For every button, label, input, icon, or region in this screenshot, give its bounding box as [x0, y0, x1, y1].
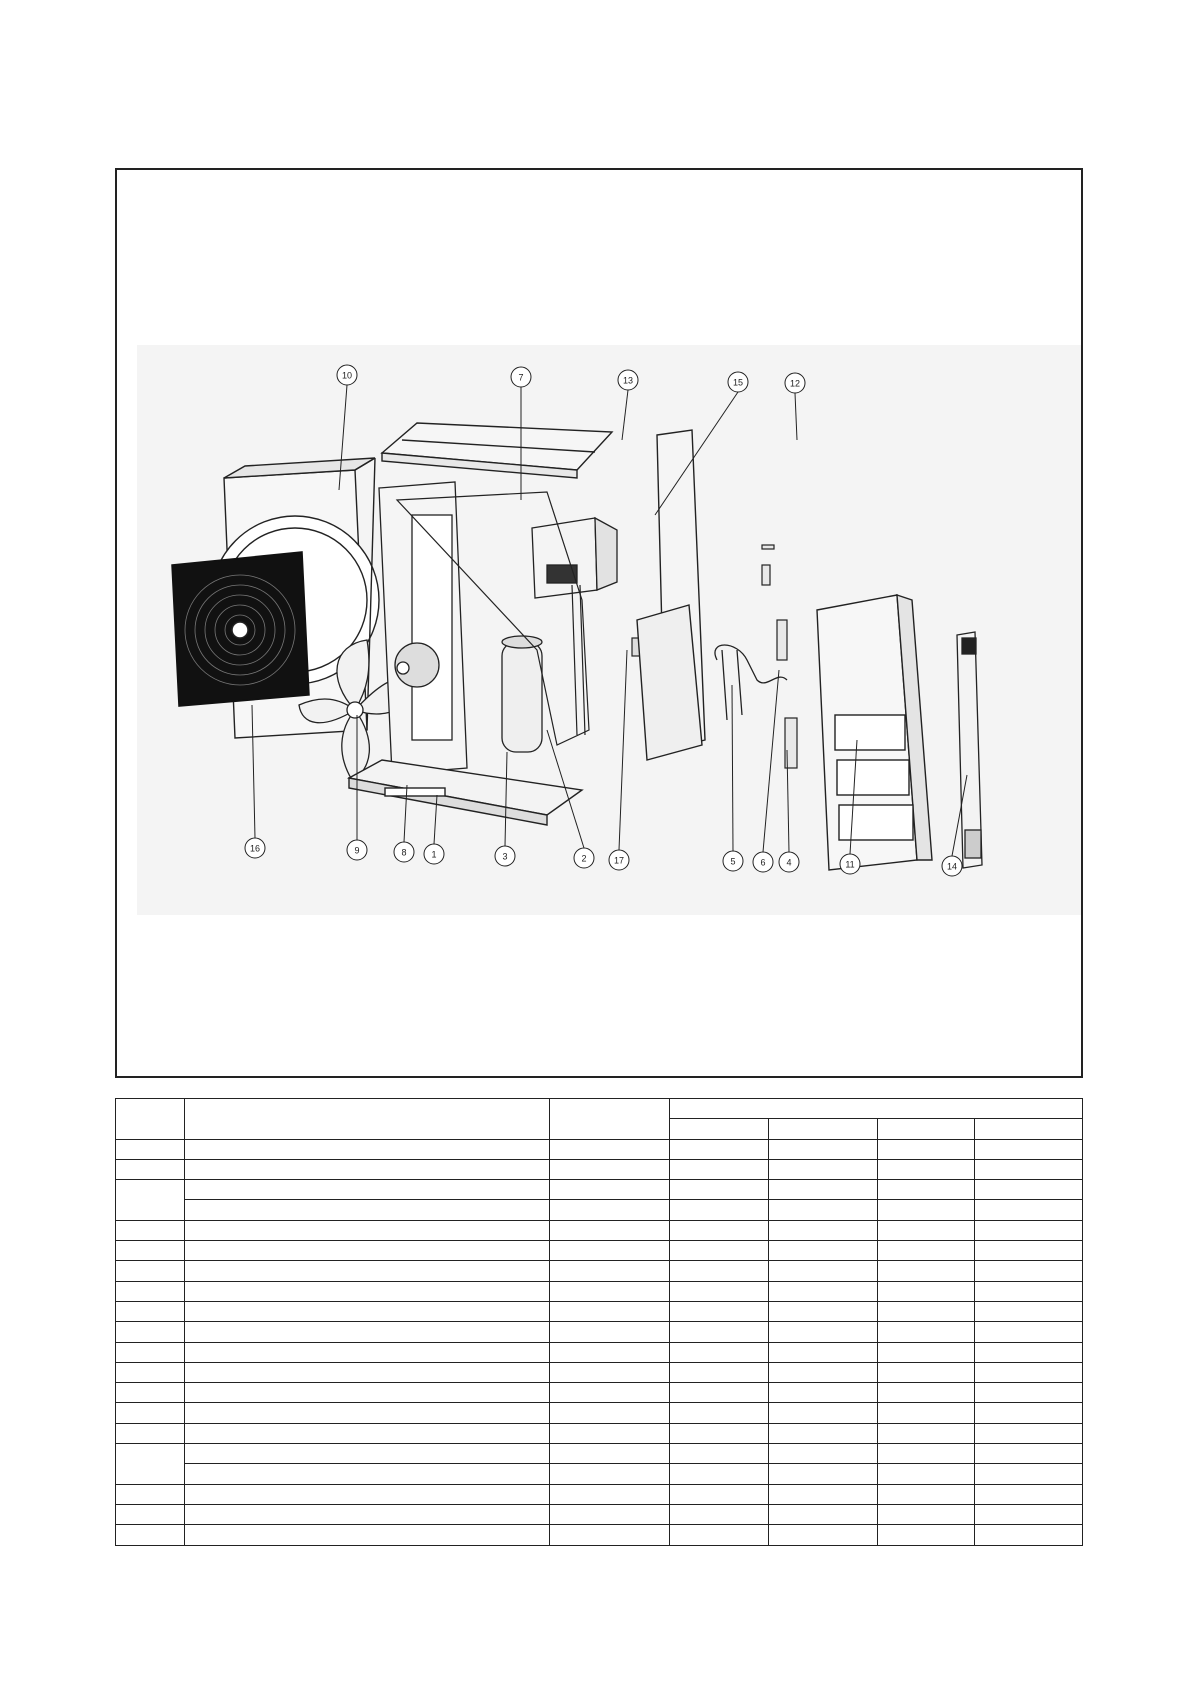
header-model-2 [768, 1119, 877, 1139]
table-cell [768, 1484, 877, 1504]
table-cell [768, 1159, 877, 1179]
table-cell [669, 1322, 768, 1342]
table-cell [669, 1220, 768, 1240]
table-cell [768, 1525, 877, 1545]
table-cell-no [116, 1281, 185, 1301]
table-row [116, 1261, 1083, 1281]
table-row [116, 1362, 1083, 1382]
table-cell [549, 1139, 669, 1159]
table-cell [877, 1322, 974, 1342]
table-cell-no [116, 1444, 185, 1485]
table-row [116, 1423, 1083, 1443]
table-cell [768, 1403, 877, 1423]
table-cell [974, 1484, 1082, 1504]
table-cell [185, 1200, 549, 1220]
table-row [116, 1139, 1083, 1159]
part-16-grille [172, 552, 309, 706]
table-cell [185, 1444, 549, 1464]
table-cell [974, 1423, 1082, 1443]
table-cell [185, 1180, 549, 1200]
table-row [116, 1484, 1083, 1504]
table-cell [877, 1200, 974, 1220]
header-model-4 [974, 1119, 1082, 1139]
table-cell [185, 1525, 549, 1545]
table-cell-no [116, 1261, 185, 1281]
table-cell [974, 1403, 1082, 1423]
table-row [116, 1342, 1083, 1362]
table-cell [549, 1525, 669, 1545]
table-cell-no [116, 1220, 185, 1240]
part-11-front-panel [817, 595, 932, 870]
table-cell [185, 1423, 549, 1443]
table-cell [185, 1484, 549, 1504]
table-cell-no [116, 1301, 185, 1321]
table-cell [768, 1241, 877, 1261]
header-model-3 [877, 1119, 974, 1139]
table-cell-no [116, 1504, 185, 1524]
table-cell [185, 1322, 549, 1342]
table-cell [974, 1504, 1082, 1524]
table-cell [974, 1322, 1082, 1342]
table-row [116, 1383, 1083, 1403]
table-cell [768, 1464, 877, 1484]
callout-label-3: 3 [502, 851, 508, 862]
exploded-view-frame [115, 168, 1083, 1078]
table-cell [768, 1281, 877, 1301]
table-cell [669, 1403, 768, 1423]
table-cell [974, 1241, 1082, 1261]
part-15-electric-box [532, 518, 617, 598]
callout-label-8: 8 [401, 847, 407, 858]
table-cell [768, 1200, 877, 1220]
table-cell [549, 1220, 669, 1240]
callout-label-7: 7 [518, 372, 524, 383]
table-row [116, 1241, 1083, 1261]
header-model-1 [669, 1119, 768, 1139]
header-no [116, 1099, 185, 1140]
callout-label-6: 6 [760, 857, 766, 868]
table-cell-no [116, 1525, 185, 1545]
table-cell [877, 1301, 974, 1321]
callout-label-5: 5 [730, 856, 736, 867]
table-cell [768, 1180, 877, 1200]
callout-label-10: 10 [341, 370, 353, 381]
table-cell [768, 1139, 877, 1159]
table-cell-no [116, 1423, 185, 1443]
table-cell [877, 1241, 974, 1261]
table-cell [768, 1383, 877, 1403]
table-cell [669, 1342, 768, 1362]
table-cell [185, 1464, 549, 1484]
table-row [116, 1281, 1083, 1301]
callout-label-16: 16 [249, 843, 261, 854]
table-cell [974, 1180, 1082, 1200]
table-row [116, 1200, 1083, 1220]
table-cell [877, 1383, 974, 1403]
table-cell [669, 1444, 768, 1464]
callout-label-11: 11 [845, 859, 855, 870]
table-cell [549, 1444, 669, 1464]
table-cell [549, 1301, 669, 1321]
table-cell [768, 1261, 877, 1281]
table-cell [549, 1281, 669, 1301]
table-cell [549, 1423, 669, 1443]
callout-label-15: 15 [732, 377, 744, 388]
callout-label-14: 14 [946, 861, 958, 872]
table-cell [768, 1423, 877, 1443]
table-cell [549, 1484, 669, 1504]
table-cell [877, 1504, 974, 1524]
table-cell [185, 1342, 549, 1362]
table-cell [549, 1504, 669, 1524]
table-header-row-1 [116, 1099, 1083, 1119]
table-cell [549, 1159, 669, 1179]
table-cell-no [116, 1159, 185, 1179]
table-cell [549, 1342, 669, 1362]
table-cell [974, 1342, 1082, 1362]
table-cell [669, 1525, 768, 1545]
table-cell [974, 1200, 1082, 1220]
table-cell [768, 1504, 877, 1524]
callout-label-17: 17 [613, 855, 625, 866]
table-cell [185, 1159, 549, 1179]
table-cell [877, 1444, 974, 1464]
table-cell [185, 1281, 549, 1301]
header-part-no [549, 1099, 669, 1140]
table-cell [974, 1464, 1082, 1484]
table-cell [877, 1464, 974, 1484]
table-cell [669, 1504, 768, 1524]
table-cell [549, 1362, 669, 1382]
table-cell [669, 1362, 768, 1382]
table-cell [669, 1159, 768, 1179]
parts-table [115, 1098, 1083, 1546]
table-cell [877, 1525, 974, 1545]
table-row [116, 1504, 1083, 1524]
table-row [116, 1444, 1083, 1464]
table-cell [549, 1200, 669, 1220]
callout-label-13: 13 [622, 375, 634, 386]
table-cell [185, 1139, 549, 1159]
table-cell [768, 1301, 877, 1321]
table-row [116, 1403, 1083, 1423]
table-row [116, 1301, 1083, 1321]
table-cell [669, 1261, 768, 1281]
table-cell [185, 1504, 549, 1524]
table-cell [877, 1484, 974, 1504]
table-cell [768, 1220, 877, 1240]
table-cell-no [116, 1383, 185, 1403]
table-cell [877, 1281, 974, 1301]
table-cell [669, 1484, 768, 1504]
table-cell [974, 1383, 1082, 1403]
table-cell [877, 1180, 974, 1200]
table-row [116, 1322, 1083, 1342]
table-cell [877, 1261, 974, 1281]
table-cell [669, 1200, 768, 1220]
callout-label-12: 12 [789, 378, 801, 389]
table-cell [877, 1362, 974, 1382]
header-description [185, 1099, 549, 1140]
table-cell-no [116, 1322, 185, 1342]
table-cell [974, 1362, 1082, 1382]
table-cell [974, 1444, 1082, 1464]
table-cell-no [116, 1484, 185, 1504]
table-cell [974, 1525, 1082, 1545]
header-group [669, 1099, 1082, 1119]
table-cell [549, 1261, 669, 1281]
table-cell [974, 1139, 1082, 1159]
table-cell [768, 1362, 877, 1382]
table-row [116, 1220, 1083, 1240]
table-cell [974, 1301, 1082, 1321]
exploded-view-diagram [117, 170, 1081, 1076]
table-cell [185, 1241, 549, 1261]
table-cell [549, 1180, 669, 1200]
table-cell-no [116, 1241, 185, 1261]
table-cell [877, 1139, 974, 1159]
table-cell [549, 1241, 669, 1261]
table-cell [974, 1261, 1082, 1281]
callout-label-9: 9 [354, 845, 360, 856]
callout-label-1: 1 [431, 849, 437, 860]
table-cell [185, 1403, 549, 1423]
part-7-bracket-motor [379, 482, 467, 774]
table-cell [877, 1403, 974, 1423]
callout-label-4: 4 [786, 857, 792, 868]
table-cell [185, 1383, 549, 1403]
table-row [116, 1159, 1083, 1179]
table-cell [669, 1301, 768, 1321]
table-row [116, 1525, 1083, 1545]
table-cell [669, 1139, 768, 1159]
table-cell-no [116, 1342, 185, 1362]
table-cell [185, 1220, 549, 1240]
table-cell [185, 1261, 549, 1281]
part-3-compressor [502, 636, 542, 752]
table-cell [669, 1180, 768, 1200]
table-cell [768, 1444, 877, 1464]
table-cell [877, 1159, 974, 1179]
table-cell [669, 1241, 768, 1261]
callout-label-2: 2 [581, 853, 587, 864]
table-cell [669, 1423, 768, 1443]
table-cell [669, 1383, 768, 1403]
table-cell [974, 1159, 1082, 1179]
table-cell [185, 1301, 549, 1321]
table-cell [549, 1383, 669, 1403]
table-cell [877, 1342, 974, 1362]
table-cell-no [116, 1362, 185, 1382]
table-cell [669, 1464, 768, 1484]
table-cell [669, 1281, 768, 1301]
table-cell [185, 1362, 549, 1382]
table-cell [974, 1281, 1082, 1301]
table-cell [549, 1403, 669, 1423]
table-cell [768, 1342, 877, 1362]
table-cell-no [116, 1403, 185, 1423]
table-cell-no [116, 1180, 185, 1221]
table-cell [549, 1464, 669, 1484]
table-cell [768, 1322, 877, 1342]
table-cell-no [116, 1139, 185, 1159]
table-row [116, 1464, 1083, 1484]
table-cell [549, 1322, 669, 1342]
table-row [116, 1180, 1083, 1200]
table-cell [877, 1220, 974, 1240]
table-cell [974, 1220, 1082, 1240]
table-cell [877, 1423, 974, 1443]
